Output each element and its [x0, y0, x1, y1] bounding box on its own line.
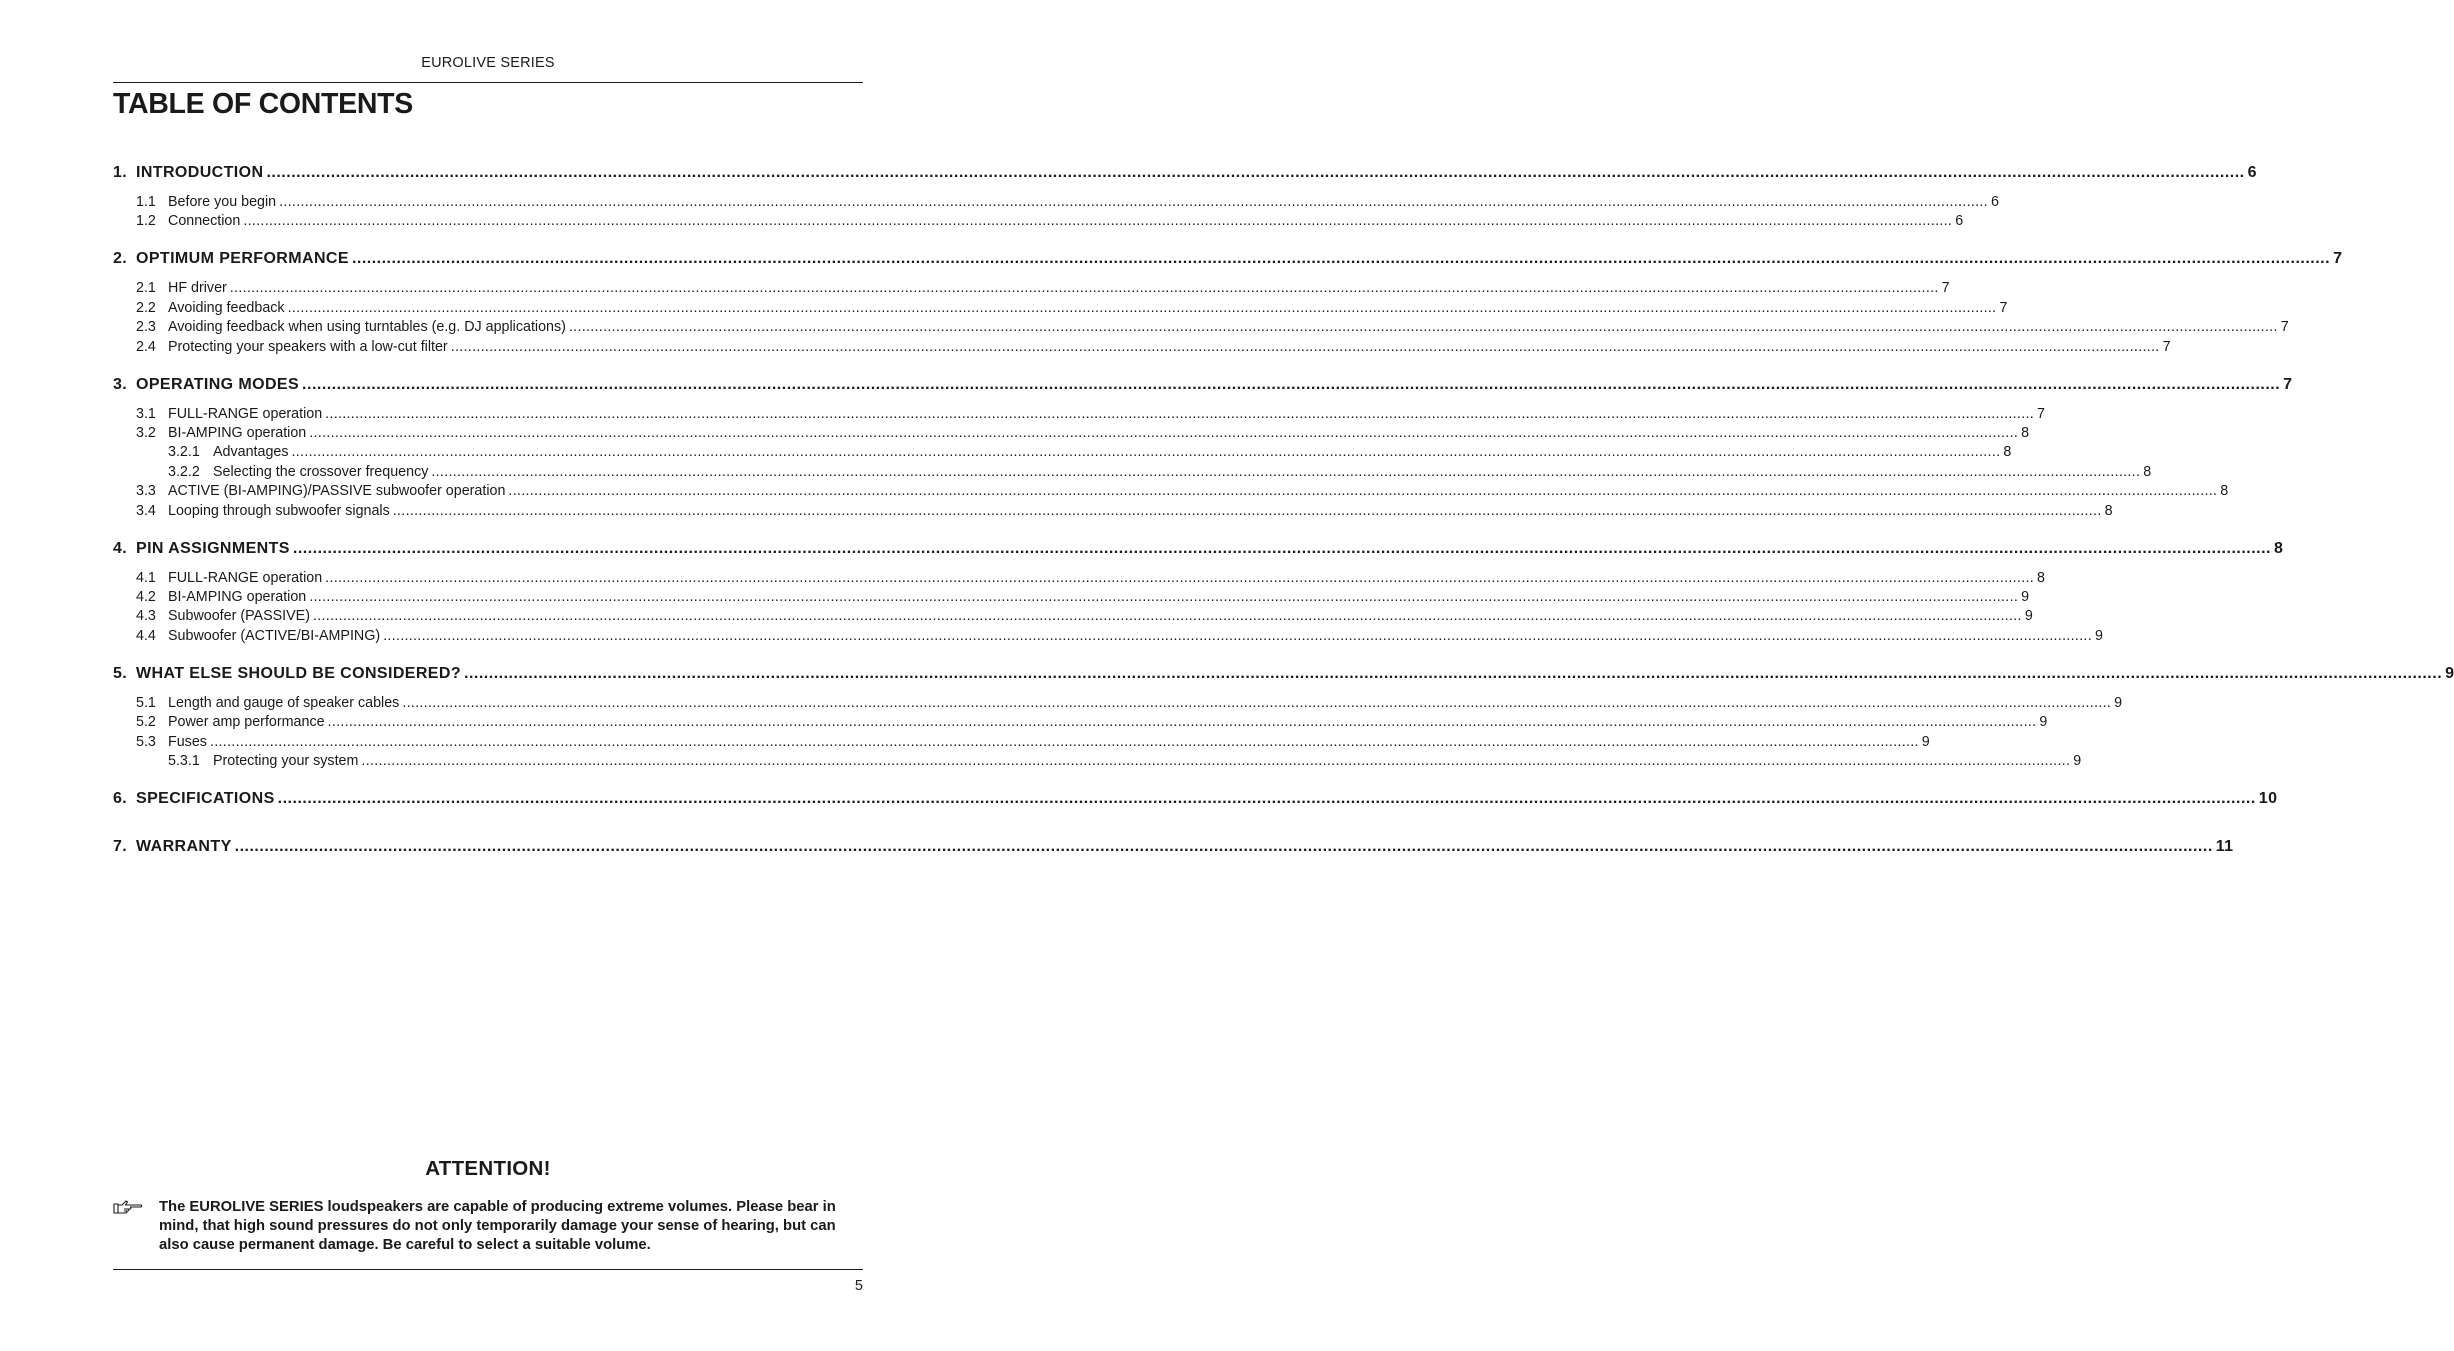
toc-number: 4.2: [136, 589, 156, 605]
toc-number: 3.4: [136, 502, 156, 519]
toc-page-number: 9: [2073, 753, 2082, 769]
toc-number: 5.1: [136, 694, 156, 711]
toc-page-number: 6: [1955, 213, 1964, 230]
page-number: 5: [854, 1278, 863, 1294]
toc-dot-leader: ................................................................................................................................................................................................................................................................................................................................................................................................................: [291, 444, 2001, 461]
toc-number: 2.: [113, 250, 128, 268]
pointing-hand-icon: [113, 1198, 143, 1216]
toc-subsection[interactable]: [113, 280, 1950, 297]
toc-subsection[interactable]: [113, 299, 2008, 316]
toc-dot-leader: ................................................................................................................................................................................................................................................................................................................................................................................................................: [266, 164, 2245, 181]
toc-number: 2.2: [136, 299, 156, 316]
toc-label: Selecting the crossover frequency: [213, 463, 429, 480]
toc-number: 3.2: [136, 425, 156, 441]
toc-label: Power amp performance: [168, 714, 325, 731]
running-header: EUROLIVE SERIES: [421, 55, 555, 71]
toc-section[interactable]: [113, 664, 2454, 683]
toc-page-number: 7: [2283, 375, 2293, 393]
toc-page-number: 11: [2215, 838, 2234, 855]
toc-subsection[interactable]: [113, 213, 1964, 230]
toc-number: 5.3.1: [168, 753, 200, 769]
toc-page-number: 8: [2143, 463, 2152, 480]
toc-label: SPECIFICATIONS: [136, 790, 275, 807]
toc-dot-leader: ................................................................................................................................................................................................................................................................................................................................................................................................................: [243, 213, 1953, 230]
toc-subsection[interactable]: [113, 405, 2045, 422]
toc-page-number: 9: [2114, 694, 2123, 711]
toc-dot-leader: ................................................................................................................................................................................................................................................................................................................................................................................................................: [312, 608, 2022, 625]
toc-section[interactable]: [113, 164, 2257, 182]
toc-page-number: 9: [2094, 627, 2103, 644]
toc-subsection[interactable]: [113, 733, 1930, 750]
toc-dot-leader: ................................................................................................................................................................................................................................................................................................................................................................................................................: [402, 694, 2112, 711]
toc-subsection[interactable]: [113, 753, 2082, 769]
toc-subsection[interactable]: [113, 589, 2030, 605]
toc-number: 3.2.1: [168, 444, 200, 461]
toc-dot-leader: ................................................................................................................................................................................................................................................................................................................................................................................................................: [450, 338, 2160, 355]
toc-number: 1.1: [136, 194, 156, 210]
toc-page-number: 7: [2280, 319, 2289, 336]
toc-label: Subwoofer (PASSIVE): [168, 608, 310, 625]
toc-label: Advantages: [213, 444, 289, 461]
toc-label: FULL-RANGE operation: [168, 569, 323, 586]
toc-page-number: 7: [1941, 280, 1950, 297]
toc-number: 4.: [113, 539, 128, 557]
toc-number: 6.: [113, 790, 128, 807]
toc-dot-leader: ................................................................................................................................................................................................................................................................................................................................................................................................................: [279, 194, 1988, 210]
toc-subsection[interactable]: [113, 338, 2171, 355]
toc-label: FULL-RANGE operation: [168, 405, 323, 422]
toc-label: Connection: [168, 213, 241, 230]
toc-subsection[interactable]: [113, 444, 2012, 461]
toc-label: Protecting your system: [213, 753, 359, 769]
toc-page-number: 7: [1999, 299, 2008, 316]
toc-number: 5.2: [136, 714, 156, 731]
toc-section[interactable]: [113, 539, 2284, 558]
toc-section[interactable]: [113, 375, 2293, 394]
toc-subsection[interactable]: [113, 608, 2033, 625]
toc-number: 4.1: [136, 569, 156, 586]
toc-dot-leader: ................................................................................................................................................................................................................................................................................................................................................................................................................: [209, 733, 1919, 750]
toc-label: WARRANTY: [136, 838, 232, 855]
toc-dot-leader: ................................................................................................................................................................................................................................................................................................................................................................................................................: [287, 299, 1997, 316]
toc-label: OPERATING MODES: [136, 375, 300, 393]
toc-number: 3.3: [136, 483, 156, 500]
toc-label: HF driver: [168, 280, 227, 297]
toc-dot-leader: ................................................................................................................................................................................................................................................................................................................................................................................................................: [383, 627, 2092, 644]
toc-dot-leader: ................................................................................................................................................................................................................................................................................................................................................................................................................: [327, 714, 2037, 731]
toc-subsection[interactable]: [113, 463, 2152, 480]
toc-number: 3.: [113, 375, 128, 393]
toc-section[interactable]: [113, 250, 2343, 268]
toc-page-number: 9: [2024, 608, 2033, 625]
toc-subsection[interactable]: [113, 569, 2045, 586]
toc-label: Fuses: [168, 733, 207, 750]
toc-dot-leader: ................................................................................................................................................................................................................................................................................................................................................................................................................: [431, 463, 2141, 480]
toc-subsection[interactable]: [113, 425, 2030, 441]
toc-section[interactable]: [113, 790, 2278, 808]
toc-dot-leader: ................................................................................................................................................................................................................................................................................................................................................................................................................: [325, 569, 2035, 586]
toc-page-number: 8: [2274, 539, 2284, 557]
page-title: TABLE OF CONTENTS: [113, 88, 413, 120]
toc-dot-leader: ................................................................................................................................................................................................................................................................................................................................................................................................................: [464, 664, 2443, 682]
toc-section[interactable]: [113, 838, 2234, 856]
toc-label: Length and gauge of speaker cables: [168, 694, 400, 711]
toc-label: Subwoofer (ACTIVE/BI-AMPING): [168, 627, 381, 644]
toc-number: 5.3: [136, 733, 156, 750]
toc-label: Avoiding feedback: [168, 299, 285, 316]
toc-number: 1.2: [136, 213, 156, 230]
toc-dot-leader: ................................................................................................................................................................................................................................................................................................................................................................................................................: [325, 405, 2035, 422]
header-rule: [113, 82, 863, 83]
toc-number: 1.: [113, 164, 128, 181]
toc-subsection[interactable]: [113, 319, 2289, 336]
toc-label: Avoiding feedback when using turntables (e.g. DJ applications): [168, 319, 566, 336]
toc-number: 5.: [113, 664, 128, 682]
attention-heading: ATTENTION!: [425, 1157, 551, 1180]
toc-label: INTRODUCTION: [136, 164, 264, 181]
toc-subsection[interactable]: [113, 194, 1999, 210]
toc-subsection[interactable]: [113, 694, 2123, 711]
toc-number: 7.: [113, 838, 128, 855]
toc-dot-leader: ................................................................................................................................................................................................................................................................................................................................................................................................................: [568, 319, 2278, 336]
toc-page-number: 8: [2021, 425, 2030, 441]
toc-label: BI-AMPING operation: [168, 589, 307, 605]
toc-label: ACTIVE (BI-AMPING)/PASSIVE subwoofer operation: [168, 483, 506, 500]
toc-page-number: 9: [1921, 733, 1930, 750]
toc-dot-leader: ................................................................................................................................................................................................................................................................................................................................................................................................................: [229, 280, 1939, 297]
toc-label: Protecting your speakers with a low-cut filter: [168, 338, 448, 355]
toc-page-number: 6: [2247, 164, 2257, 181]
toc-page-number: 7: [2333, 250, 2343, 268]
toc-page-number: 9: [2021, 589, 2030, 605]
toc-number: 2.4: [136, 338, 156, 355]
attention-text: The EUROLIVE SERIES loudspeakers are capable of producing extreme volumes. Please bear in mind, that high sound pressures do not only temporarily damage your sense of hearing, but can also cause permanent damage. Be careful to select a suitable volume.: [159, 1199, 836, 1254]
toc-label: Before you begin: [168, 194, 277, 210]
toc-number: 2.3: [136, 319, 156, 336]
toc-label: BI-AMPING operation: [168, 425, 307, 441]
toc-dot-leader: ................................................................................................................................................................................................................................................................................................................................................................................................................: [309, 589, 2019, 605]
toc-subsection[interactable]: [113, 714, 2048, 731]
toc-page-number: 8: [2003, 444, 2012, 461]
toc-page-number: 8: [2104, 502, 2113, 519]
toc-page-number: 7: [2037, 405, 2045, 422]
toc-page-number: 9: [2039, 714, 2048, 731]
toc-dot-leader: ................................................................................................................................................................................................................................................................................................................................................................................................................: [292, 539, 2271, 557]
toc-page-number: 8: [2037, 569, 2045, 586]
toc-subsection[interactable]: [113, 627, 2103, 644]
toc-page-number: 6: [1990, 194, 1999, 210]
toc-dot-leader: ................................................................................................................................................................................................................................................................................................................................................................................................................: [351, 250, 2331, 268]
toc-page-number: 10: [2258, 790, 2278, 807]
document-page: [113, 0, 2454, 1351]
toc-subsection[interactable]: [113, 502, 2113, 519]
toc-label: Looping through subwoofer signals: [168, 502, 390, 519]
toc-number: 3.2.2: [168, 463, 200, 480]
toc-page-number: 8: [2220, 483, 2229, 500]
toc-dot-leader: ................................................................................................................................................................................................................................................................................................................................................................................................................: [361, 753, 2071, 769]
toc-label: WHAT ELSE SHOULD BE CONSIDERED?: [136, 664, 462, 682]
toc-number: 2.1: [136, 280, 156, 297]
toc-dot-leader: ................................................................................................................................................................................................................................................................................................................................................................................................................: [277, 790, 2256, 807]
toc-number: 4.3: [136, 608, 156, 625]
footer-rule: [113, 1269, 863, 1270]
toc-page-number: 9: [2445, 664, 2454, 682]
toc-label: OPTIMUM PERFORMANCE: [136, 250, 349, 268]
toc-number: 3.1: [136, 405, 156, 422]
toc-subsection[interactable]: [113, 483, 2229, 500]
toc-dot-leader: ................................................................................................................................................................................................................................................................................................................................................................................................................: [508, 483, 2218, 500]
toc-number: 4.4: [136, 627, 156, 644]
toc-page-number: 7: [2162, 338, 2171, 355]
toc-dot-leader: ................................................................................................................................................................................................................................................................................................................................................................................................................: [302, 375, 2281, 393]
toc-dot-leader: ................................................................................................................................................................................................................................................................................................................................................................................................................: [234, 838, 2213, 855]
toc-dot-leader: ................................................................................................................................................................................................................................................................................................................................................................................................................: [309, 425, 2019, 441]
toc-label: PIN ASSIGNMENTS: [136, 539, 290, 557]
toc-dot-leader: ................................................................................................................................................................................................................................................................................................................................................................................................................: [392, 502, 2102, 519]
